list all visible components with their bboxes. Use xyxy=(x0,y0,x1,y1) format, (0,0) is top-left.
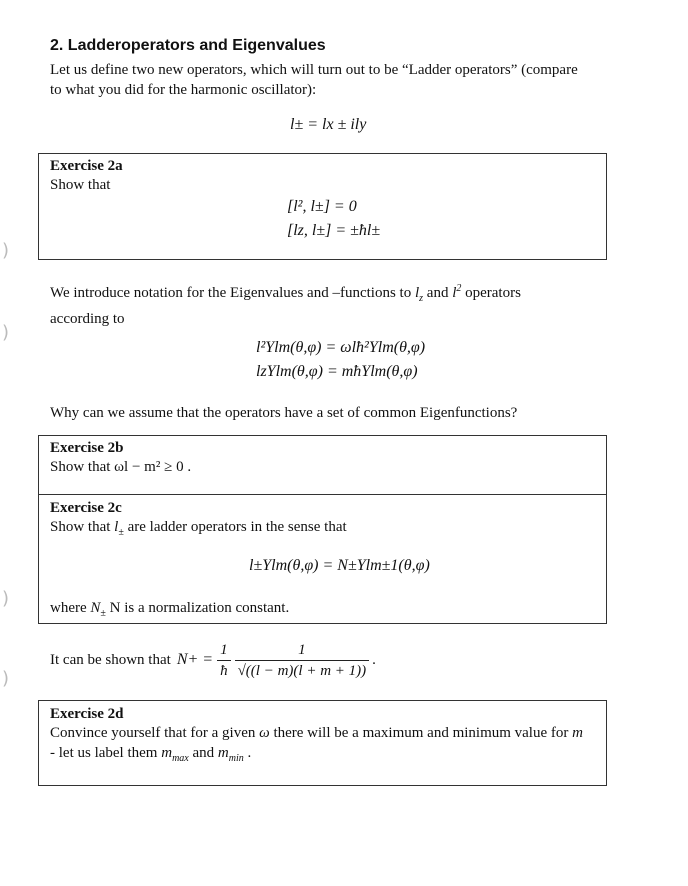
where-text-b: N is a normalization constant. xyxy=(109,600,290,616)
exercise-2d-text-d: and xyxy=(192,745,215,761)
exercise-2c-text-b: are ladder operators in the sense that xyxy=(127,519,347,535)
fraction-1-numerator: 1 xyxy=(217,640,231,661)
m-symbol: m xyxy=(572,725,583,741)
exercise-2c-where xyxy=(50,600,289,619)
exercise-2d-title: Exercise 2d xyxy=(50,706,124,722)
exercise-2d-box xyxy=(38,700,607,786)
edge-mark: ) xyxy=(2,668,10,689)
l-plusminus-symbol: $l_\pm$ xyxy=(114,519,124,538)
intro-paragraph xyxy=(50,60,578,100)
exercise-2d-line-2 xyxy=(50,745,251,764)
exercise-2c-text xyxy=(50,519,347,538)
notation-line-1 xyxy=(50,279,521,309)
fraction-sqrt xyxy=(235,640,370,681)
common-eigenfunctions-question: Why can we assume that the operators have a set of common Eigenfunctions? xyxy=(50,405,518,421)
exercise-2d-text-b: there will be a maximum and minimum value for xyxy=(273,725,569,741)
shown-text: It can be shown that xyxy=(50,652,171,668)
eigen-equation-2: lzYlm(θ,φ) = mħYlm(θ,φ) xyxy=(256,363,418,380)
exercise-2c-box xyxy=(38,494,607,624)
commutator-equation-1: [l², l±] = 0 xyxy=(287,198,357,215)
section-title: 2. Ladderoperators and Eigenvalues xyxy=(50,37,326,54)
notation-paragraph xyxy=(50,279,521,329)
exercise-2c-title: Exercise 2c xyxy=(50,500,122,516)
exercise-2c-text-a: Show that xyxy=(50,519,111,535)
normalization-statement xyxy=(50,640,376,680)
exercise-2b-text: Show that ωl − m² ≥ 0 . xyxy=(50,459,192,475)
notation-text-c: operators xyxy=(465,285,521,301)
exercise-2b-box xyxy=(38,435,607,495)
fraction-1-denominator: ħ xyxy=(220,662,228,679)
exercise-2d-text-c: - let us label them xyxy=(50,745,158,761)
fraction-one-over-hbar xyxy=(217,640,231,681)
exercise-2b-title: Exercise 2b xyxy=(50,440,124,456)
fraction-2-numerator: 1 xyxy=(235,640,370,661)
fraction-2-denominator: √((l − m)(l + m + 1)) xyxy=(237,662,367,679)
intro-line-2: to what you did for the harmonic oscillator): xyxy=(50,82,317,98)
m-min-symbol: $m_{min}$ xyxy=(217,745,244,764)
lz-symbol: $l_z$ xyxy=(414,285,424,304)
intro-line-1: Let us define two new operators, which will turn out to be “Ladder operators” (compare xyxy=(50,62,578,78)
m-max-symbol: $m_{max}$ xyxy=(161,745,189,764)
n-plusminus-symbol: $N_\pm$ xyxy=(90,600,106,619)
edge-mark: ) xyxy=(2,322,10,343)
eigen-equation-1: l²Ylm(θ,φ) = ωlħ²Ylm(θ,φ) xyxy=(256,339,426,356)
omega-symbol: ω xyxy=(259,725,270,741)
exercise-2a-text: Show that xyxy=(50,177,111,193)
notation-text-b: and xyxy=(426,285,449,301)
where-text-a: where xyxy=(50,600,87,616)
exercise-2a-box xyxy=(38,153,607,260)
l-squared-symbol: $l^2$ xyxy=(452,283,462,301)
notation-line-2: according to xyxy=(50,311,125,327)
commutator-equation-2: [lz, l±] = ±ħl± xyxy=(287,222,381,239)
ladder-operator-equation xyxy=(290,116,366,134)
ladder-action-equation: l±Ylm(θ,φ) = N±Ylm±1(θ,φ) xyxy=(249,557,430,574)
exercise-2d-text-a: Convince yourself that for a given xyxy=(50,725,256,741)
exercise-2d-line-1 xyxy=(50,725,583,742)
edge-mark: ) xyxy=(2,588,10,609)
notation-text-a: We introduce notation for the Eigenvalues and –functions to xyxy=(50,285,412,301)
n-plus-lhs: N+ = xyxy=(176,651,214,668)
edge-mark: ) xyxy=(2,240,10,261)
exercise-2d-text-e: . xyxy=(247,745,252,761)
exercise-2a-title: Exercise 2a xyxy=(50,158,123,174)
shown-end: . xyxy=(372,652,376,668)
eq-ladder-text: l± = lx ± ily xyxy=(290,116,367,133)
